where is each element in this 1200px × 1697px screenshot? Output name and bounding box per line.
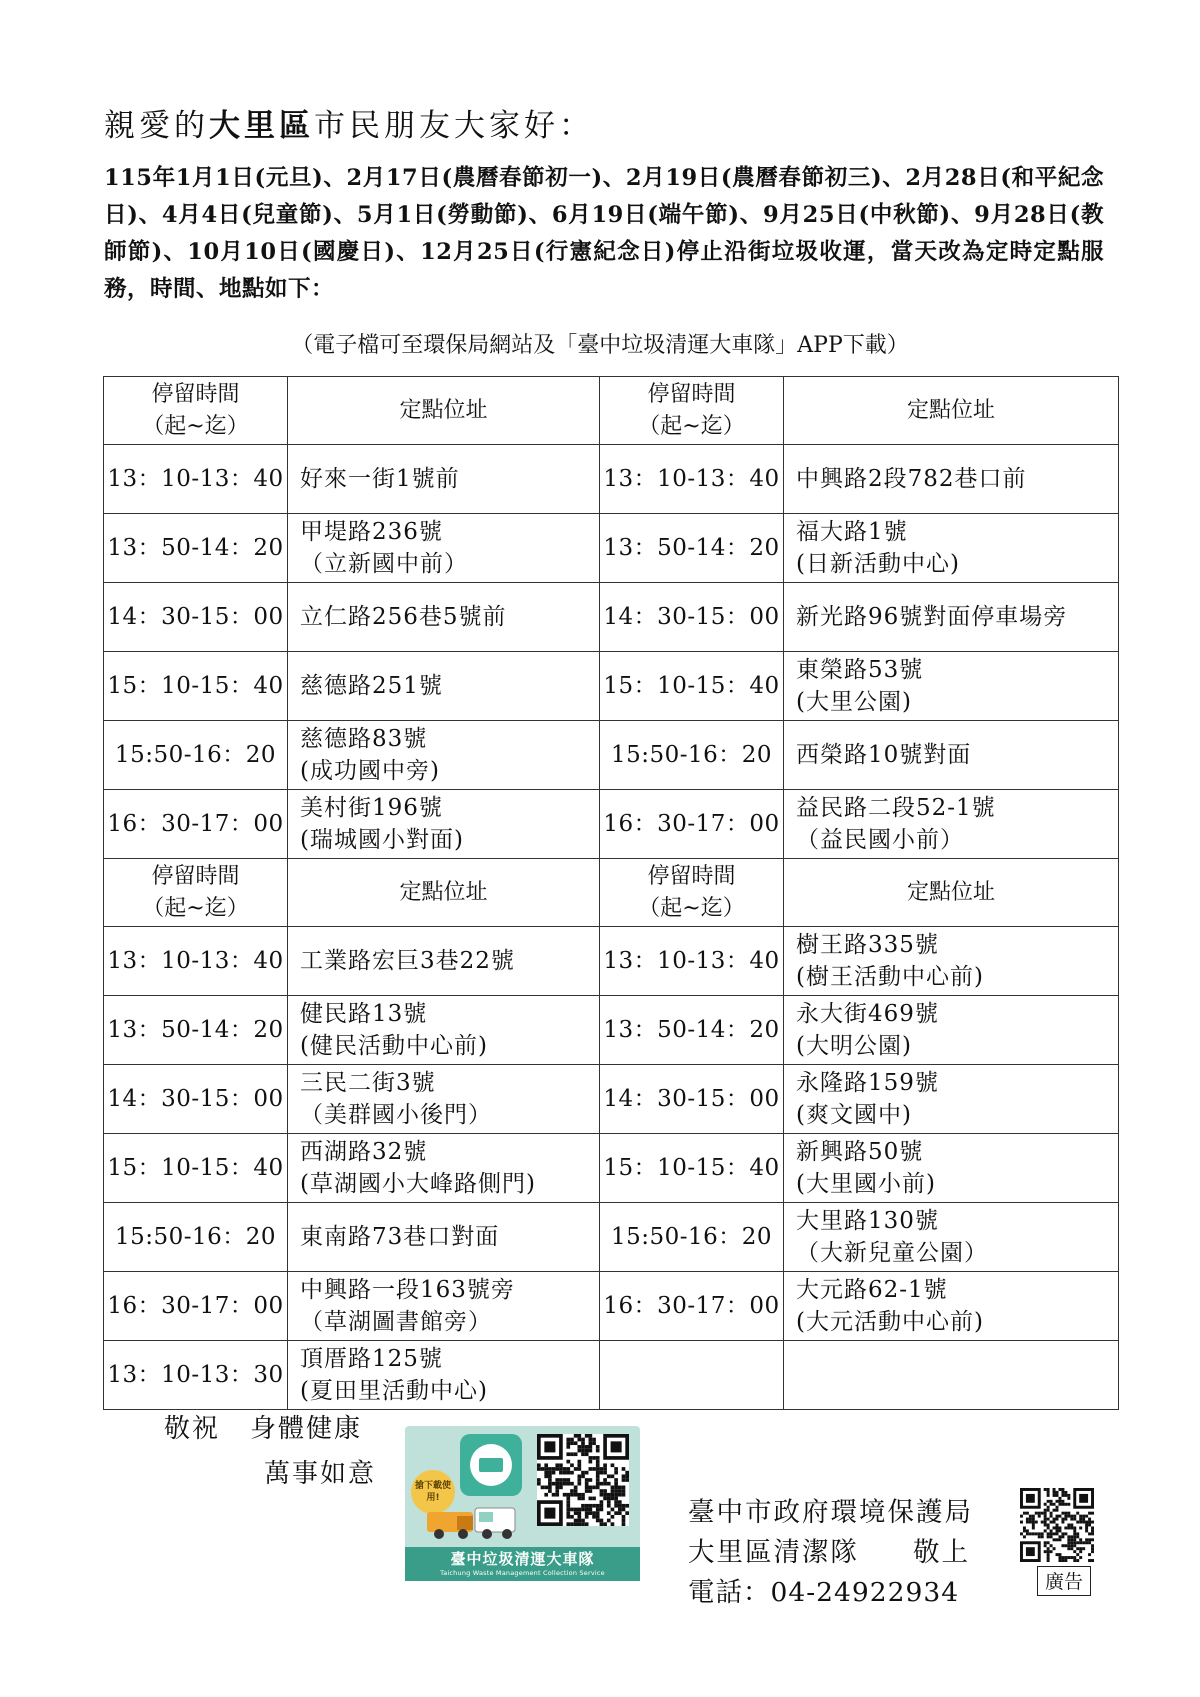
table-header-row: [104, 377, 1119, 445]
stop-location: [784, 514, 1119, 583]
table-row: [104, 721, 1119, 790]
stop-address: 三民二街3號: [300, 1070, 436, 1096]
stop-time: 15：10-15：40: [600, 1134, 784, 1203]
stop-location: [288, 927, 600, 996]
stop-address: 中興路2段782巷口前: [796, 466, 1027, 492]
table-row: [104, 583, 1119, 652]
header-location: 定點位址: [784, 377, 1119, 445]
contact-qr-code-icon: [1020, 1488, 1094, 1566]
closing-wish-prosperity: 萬事如意: [264, 1459, 377, 1489]
closing-wish-health: 身體健康: [250, 1414, 363, 1444]
stop-location: [784, 652, 1119, 721]
stop-time: 13：50-14：20: [600, 996, 784, 1065]
stop-address: 頂厝路125號: [300, 1346, 443, 1372]
table-row: [104, 927, 1119, 996]
stop-location: [784, 1272, 1119, 1341]
stop-landmark: （立新國中前）: [300, 551, 468, 577]
greeting: [104, 100, 594, 145]
stop-address: 西榮路10號對面: [796, 742, 972, 768]
stop-time: 15：10-15：40: [104, 1134, 288, 1203]
stop-time: 15：10-15：40: [104, 652, 288, 721]
stop-landmark: （大新兒童公園）: [796, 1240, 988, 1266]
stop-address: 永大街469號: [796, 1001, 939, 1027]
closing-respect: 敬祝: [164, 1414, 221, 1444]
stop-time: 13：50-14：20: [104, 514, 288, 583]
stop-address: 慈德路83號: [300, 726, 428, 752]
stop-location: [784, 721, 1119, 790]
schedule-table: [103, 376, 1119, 1410]
stop-location: [784, 1134, 1119, 1203]
stop-time: 15:50-16：20: [600, 721, 784, 790]
stop-location: [784, 790, 1119, 859]
table-row: [104, 1341, 1119, 1410]
stop-landmark: (爽文國中): [796, 1102, 912, 1128]
stop-time: 13：10-13：40: [104, 445, 288, 514]
stop-landmark: （益民國小前）: [796, 827, 964, 853]
stop-time: 13：50-14：20: [600, 514, 784, 583]
stop-landmark: (夏田里活動中心): [300, 1378, 488, 1404]
header-time-label: 停留時間: [151, 381, 240, 407]
table-row: [104, 996, 1119, 1065]
stop-location: [288, 1203, 600, 1272]
stop-address: 中興路一段163號旁: [300, 1277, 515, 1303]
stop-address: 益民路二段52-1號: [796, 795, 996, 821]
stop-landmark: （草湖圖書館旁）: [300, 1309, 492, 1335]
header-location: 定點位址: [784, 859, 1119, 927]
stop-location: [288, 1134, 600, 1203]
stop-address: 新光路96號對面停車場旁: [796, 604, 1068, 630]
app-logo-icon: [460, 1434, 522, 1496]
stop-time: 15:50-16：20: [104, 721, 288, 790]
signature-team-line: [688, 1530, 970, 1569]
header-time-range: （起~迄）: [142, 413, 249, 439]
stop-address: 甲堤路236號: [300, 519, 443, 545]
stop-time: 14：30-15：00: [600, 583, 784, 652]
table-row: [104, 1272, 1119, 1341]
stop-address: 福大路1號: [796, 519, 908, 545]
header-location: 定點位址: [288, 377, 600, 445]
stop-address: 工業路宏巨3巷22號: [300, 948, 515, 974]
closing-line-1: [164, 1408, 362, 1445]
stop-landmark: (日新活動中心): [796, 551, 960, 577]
stop-time: 14：30-15：00: [104, 583, 288, 652]
stop-time: 13：50-14：20: [104, 996, 288, 1065]
signature-phone: 電話：04-24922934: [688, 1577, 960, 1608]
table-row: [104, 1134, 1119, 1203]
table-row: [104, 1203, 1119, 1272]
header-time: [600, 377, 784, 445]
stop-location: [784, 996, 1119, 1065]
stop-time: 13：10-13：40: [600, 927, 784, 996]
stop-location: [288, 721, 600, 790]
stop-landmark: (樹王活動中心前): [796, 964, 984, 990]
stop-address: 美村街196號: [300, 795, 443, 821]
stop-location: [288, 1341, 600, 1410]
stop-time: 16：30-17：00: [600, 1272, 784, 1341]
app-ad-footer: [405, 1547, 640, 1581]
signature-team: 大里區清潔隊: [688, 1537, 859, 1568]
stop-address: 東榮路53號: [796, 657, 924, 683]
table-row: [104, 514, 1119, 583]
greeting-suffix: 市民朋友大家好：: [314, 108, 594, 144]
garbage-truck-icon: [427, 1504, 517, 1544]
header-time-label: 停留時間: [647, 863, 736, 889]
stop-location: [784, 445, 1119, 514]
stop-time: 16：30-17：00: [600, 790, 784, 859]
stop-location: [288, 583, 600, 652]
stop-landmark: (健民活動中心前): [300, 1033, 488, 1059]
download-note: （電子檔可至環保局網站及「臺中垃圾清運大車隊」APP下載）: [291, 333, 909, 358]
stop-landmark: （美群國小後門）: [300, 1102, 492, 1128]
stop-location: [784, 583, 1119, 652]
header-time: [104, 859, 288, 927]
holiday-notice: 115年1月1日(元旦)、2月17日(農曆春節初一)、2月19日(農曆春節初三)、2月28日(和平紀念日)、4月4日(兒童節)、5月1日(勞動節)、6月19日(端午節)、9月25日(中秋節)、9月28日(教師節)、10月10日(國慶日)、12月25日(行憲紀念日)停止沿街垃圾收運，當天改為定時定點服務，時間、地點如下：: [104, 165, 1104, 302]
stop-address: 立仁路256巷5號前: [300, 604, 507, 630]
header-time-label: 停留時間: [151, 863, 240, 889]
app-ad-card[interactable]: [405, 1426, 640, 1581]
stop-time: 15：10-15：40: [600, 652, 784, 721]
stop-location: [784, 1065, 1119, 1134]
app-ad-subtitle: Taichung Waste Management Collection Service: [440, 1569, 605, 1577]
stop-landmark: (大里國小前): [796, 1171, 936, 1197]
schedule-body: [104, 377, 1119, 1410]
header-time-range: （起~迄）: [638, 413, 745, 439]
stop-address: 新興路50號: [796, 1139, 924, 1165]
header-time: [104, 377, 288, 445]
stop-address: 樹王路335號: [796, 932, 939, 958]
stop-address: 大元路62-1號: [796, 1277, 948, 1303]
stop-address: 永隆路159號: [796, 1070, 939, 1096]
stop-landmark: (瑞城國小對面): [300, 827, 464, 853]
header-time-range: （起~迄）: [142, 895, 249, 921]
stop-time: 13：10-13：30: [104, 1341, 288, 1410]
stop-landmark: (成功國中旁): [300, 758, 440, 784]
greeting-prefix: 親愛的: [104, 108, 209, 144]
stop-location: [288, 790, 600, 859]
stop-time: 15:50-16：20: [104, 1203, 288, 1272]
stop-location: [288, 514, 600, 583]
stop-address: 慈德路251號: [300, 673, 443, 699]
header-time: [600, 859, 784, 927]
table-header-row: [104, 859, 1119, 927]
stop-time: 15:50-16：20: [600, 1203, 784, 1272]
signature-department: 臺中市政府環境保護局: [688, 1497, 973, 1528]
header-time-label: 停留時間: [647, 381, 736, 407]
table-row: [104, 445, 1119, 514]
header-location: 定點位址: [288, 859, 600, 927]
stop-landmark: (大明公園): [796, 1033, 912, 1059]
stop-location: [288, 1272, 600, 1341]
stop-time: 16：30-17：00: [104, 1272, 288, 1341]
stop-time: 14：30-15：00: [600, 1065, 784, 1134]
stop-address: 健民路13號: [300, 1001, 428, 1027]
stop-time: [600, 1341, 784, 1410]
table-row: [104, 790, 1119, 859]
signature-respect: 敬上: [913, 1537, 970, 1568]
app-ad-badge: 搶下載使用!: [411, 1470, 455, 1514]
stop-time: 16：30-17：00: [104, 790, 288, 859]
stop-location: [784, 927, 1119, 996]
stop-address: 東南路73巷口對面: [300, 1224, 500, 1250]
greeting-district: 大里區: [209, 108, 314, 144]
stop-landmark: (草湖國小大峰路側門): [300, 1171, 536, 1197]
stop-time: 13：10-13：40: [104, 927, 288, 996]
table-row: [104, 652, 1119, 721]
stop-address: 好來一街1號前: [300, 466, 460, 492]
stop-address: 西湖路32號: [300, 1139, 428, 1165]
stop-location: [288, 445, 600, 514]
app-ad-title: 臺中垃圾清運大車隊: [450, 1550, 595, 1568]
stop-landmark: (大元活動中心前): [796, 1309, 984, 1335]
stop-time: 13：10-13：40: [600, 445, 784, 514]
stop-location: [784, 1203, 1119, 1272]
stop-time: 14：30-15：00: [104, 1065, 288, 1134]
stop-location: [288, 652, 600, 721]
ad-tag: 廣告: [1037, 1566, 1091, 1596]
header-time-range: （起~迄）: [638, 895, 745, 921]
stop-location: [288, 996, 600, 1065]
stop-address: 大里路130號: [796, 1208, 939, 1234]
stop-location: [288, 1065, 600, 1134]
app-qr-code-icon: [537, 1434, 629, 1530]
table-row: [104, 1065, 1119, 1134]
stop-landmark: (大里公園): [796, 689, 912, 715]
stop-location: [784, 1341, 1119, 1410]
